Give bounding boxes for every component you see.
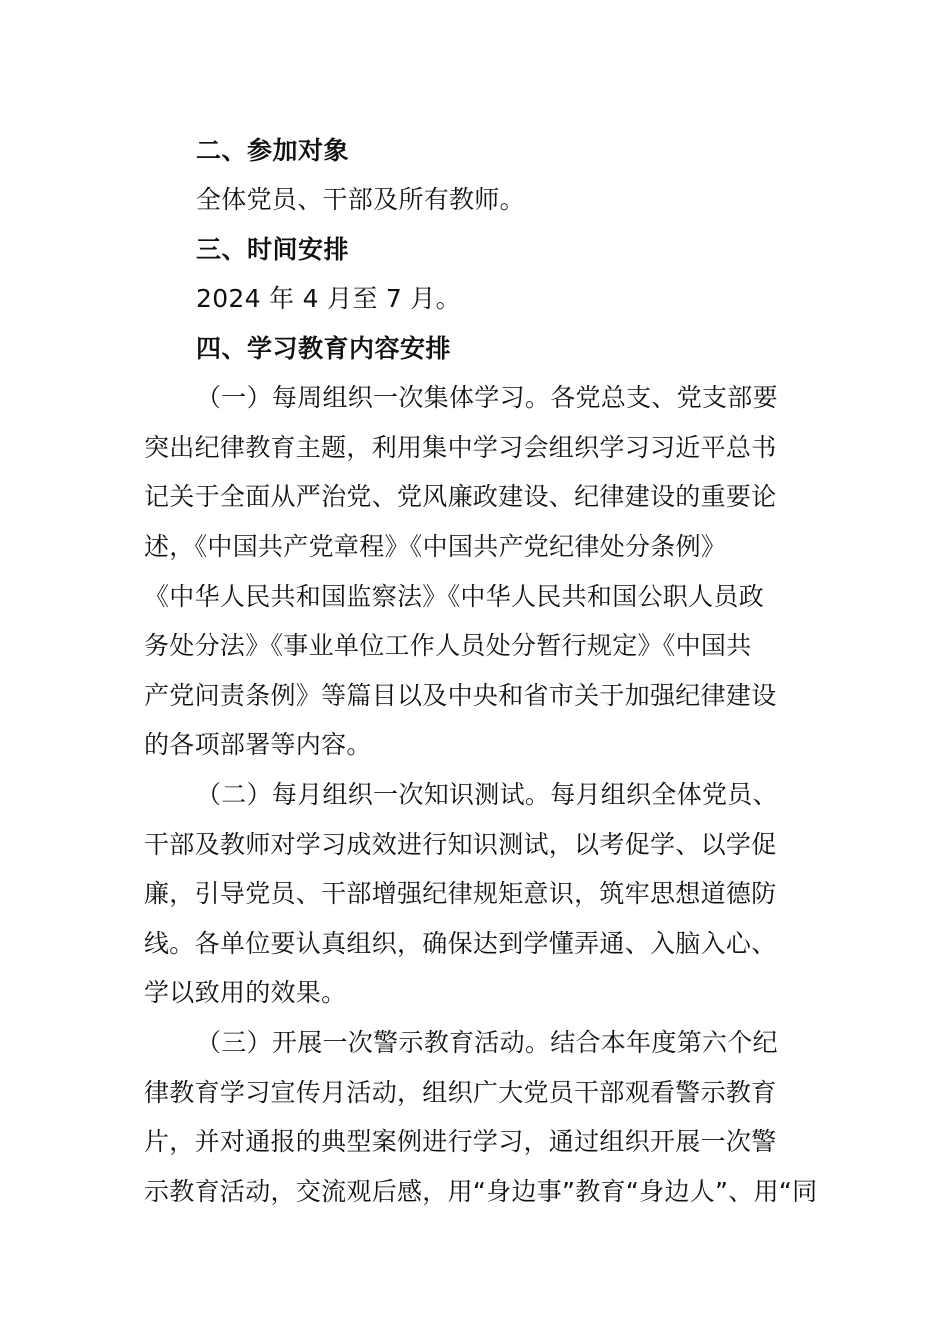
paragraph-item-3-line: 片，并对通报的典型案例进行学习，通过组织开展一次警 (144, 1127, 777, 1156)
paragraph-item-1-line: 述，《中国共产党章程》《中国共产党纪律处分条例》 (144, 532, 727, 561)
section-heading-content: 四、学习教育内容安排 (196, 334, 452, 363)
section-heading-participants: 二、参加对象 (196, 136, 350, 165)
paragraph-item-3-line: 示教育活动，交流观后感，用“身边事”教育“身边人”、用“同 (144, 1177, 818, 1206)
paragraph-schedule: 2024 年 4 月至 7 月。 (196, 284, 461, 313)
paragraph-item-1-line: 突出纪律教育主题，利用集中学习会组织学习习近平总书 (144, 433, 777, 462)
paragraph-item-2-line: 干部及教师对学习成效进行知识测试，以考促学、以学促 (144, 830, 777, 859)
paragraph-item-2-line: （二）每月组织一次知识测试。每月组织全体党员、 (196, 780, 778, 809)
paragraph-item-1-line: 记关于全面从严治党、党风廉政建设、纪律建设的重要论 (144, 482, 777, 511)
paragraph-item-1-line: 的各项部署等内容。 (144, 730, 372, 759)
section-heading-schedule: 三、时间安排 (196, 235, 350, 264)
paragraph-item-1-line: 产党问责条例》等篇目以及中央和省市关于加强纪律建设 (144, 681, 777, 710)
paragraph-item-2-line: 学以致用的效果。 (144, 978, 347, 1007)
paragraph-participants: 全体党员、干部及所有教师。 (196, 185, 525, 214)
paragraph-item-3-line: 律教育学习宣传月活动，组织广大党员干部观看警示教育 (144, 1078, 777, 1107)
paragraph-item-1-line: 《中华人民共和国监察法》《中华人民共和国公职人员政 (144, 582, 765, 611)
paragraph-item-2-line: 廉，引导党员、干部增强纪律规矩意识，筑牢思想道德防 (144, 879, 777, 908)
paragraph-item-1-line: 务处分法》《事业单位工作人员处分暂行规定》《中国共 (144, 631, 752, 660)
paragraph-item-3-line: （三）开展一次警示教育活动。结合本年度第六个纪 (196, 1028, 778, 1057)
paragraph-item-1-line: （一）每周组织一次集体学习。各党总支、党支部要 (196, 383, 778, 412)
paragraph-item-2-line: 线。各单位要认真组织，确保达到学懂弄通、入脑入心、 (144, 929, 777, 958)
